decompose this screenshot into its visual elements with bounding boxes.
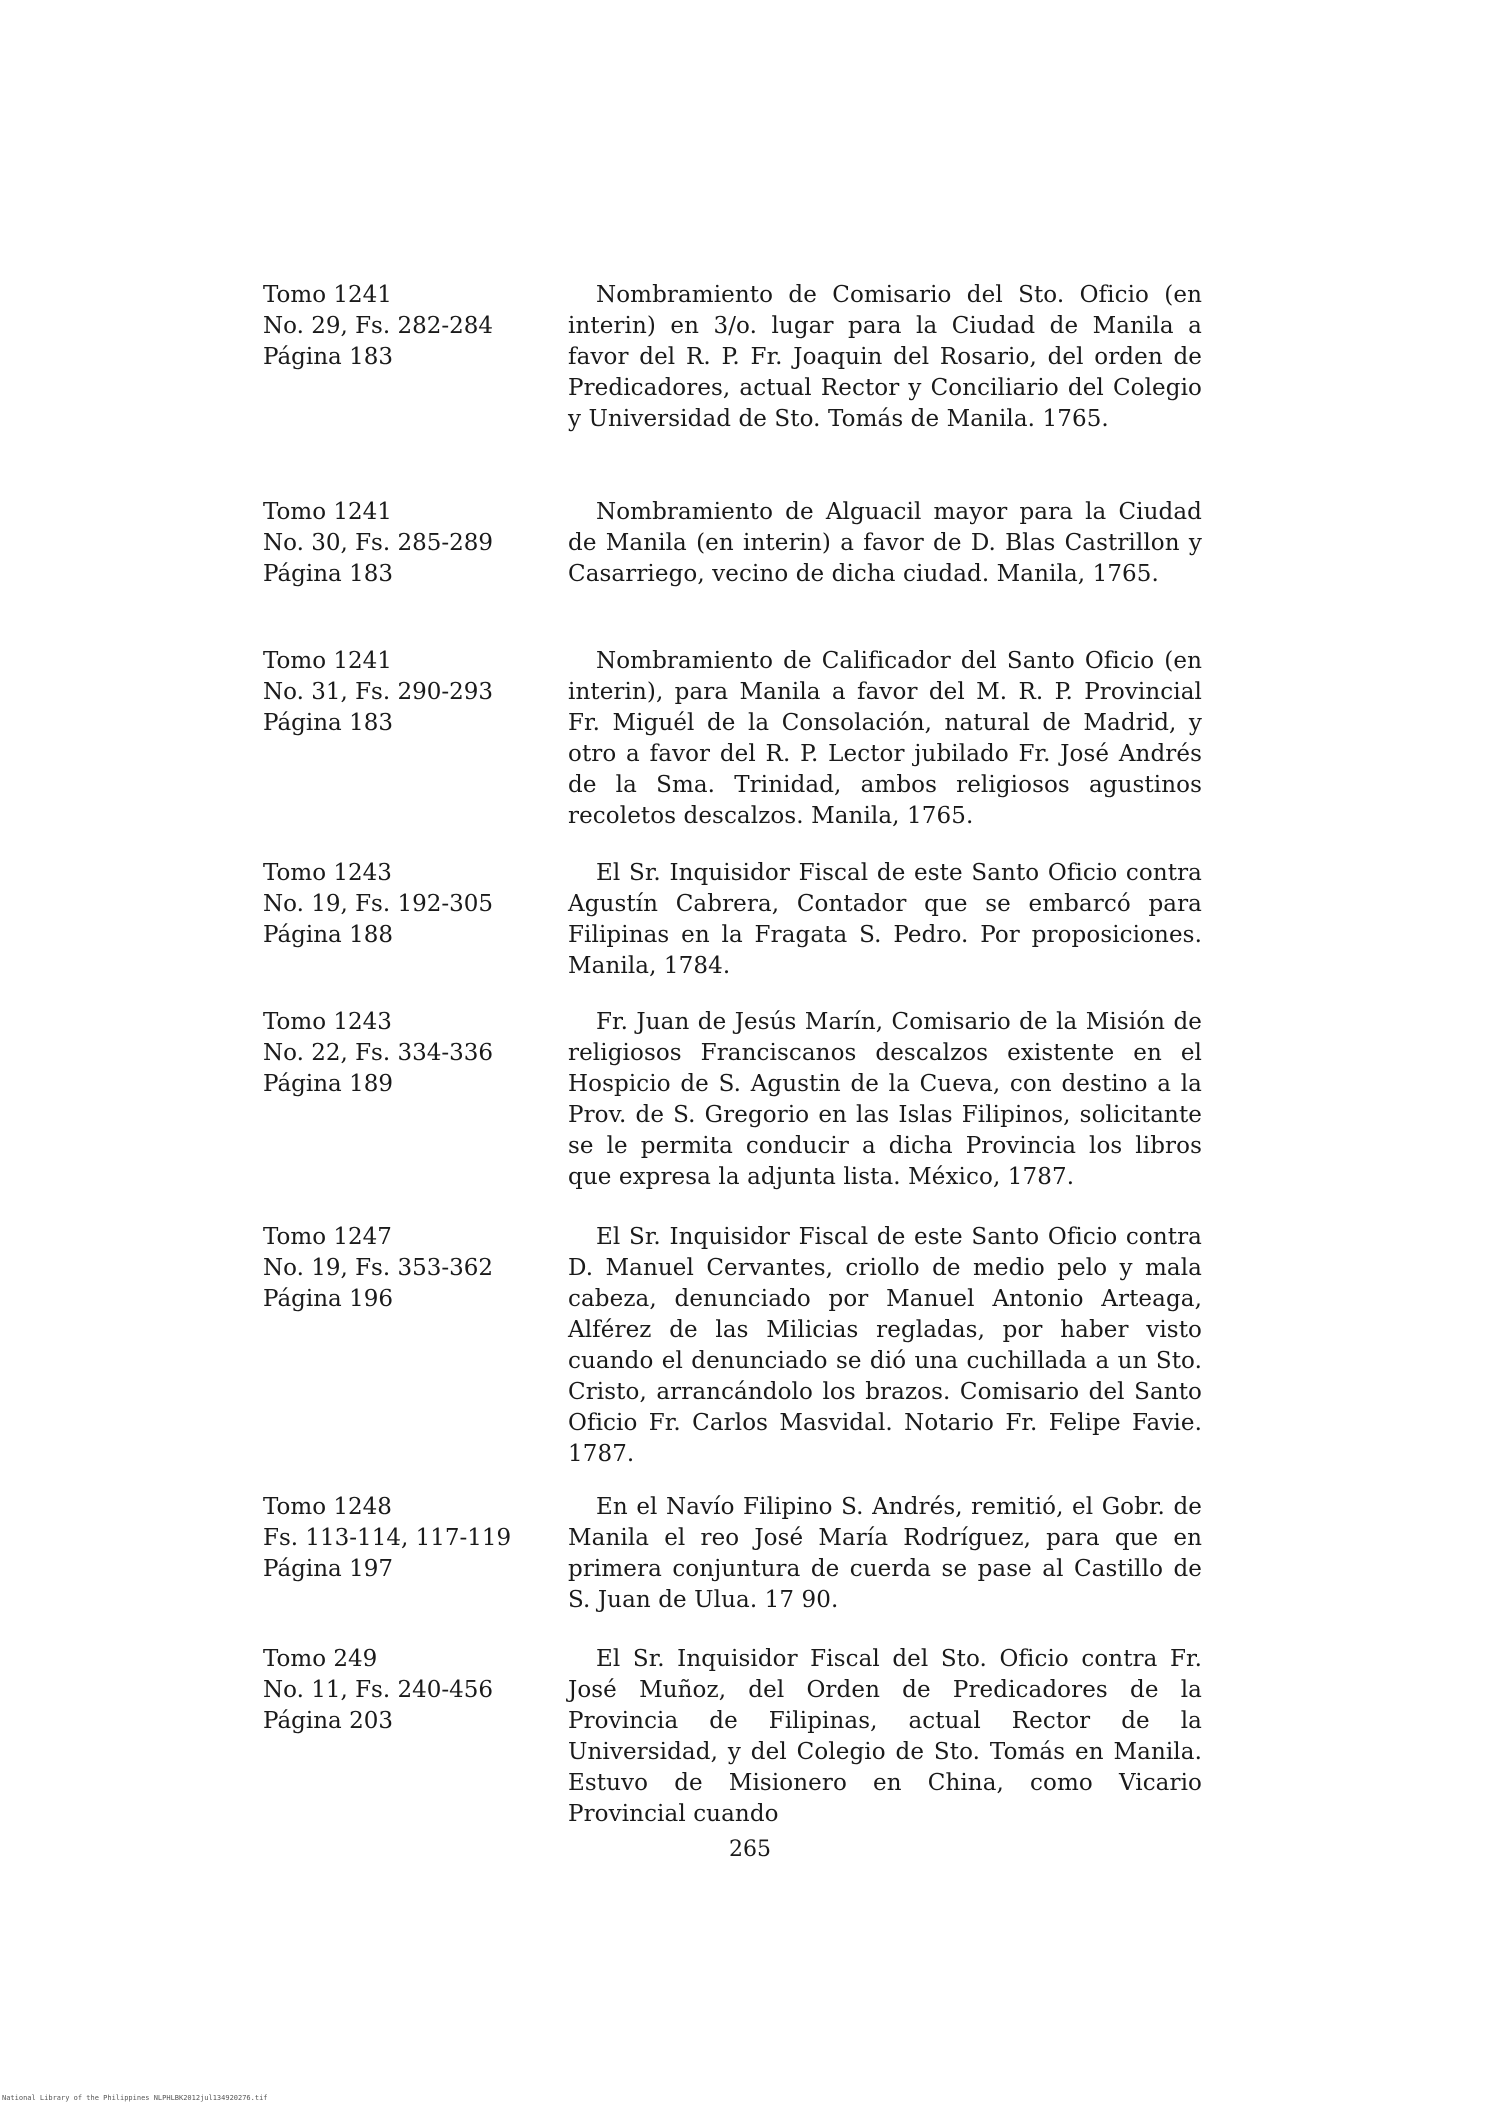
- entry-description: Nombramiento de Calificador del Santo Oficio (en interin), para Manila a favor del M. R. P. Provincial Fr. Miguél de la Consolación, natural de Madrid, y otro a favor del R. P. Lector jubilado Fr. José Andrés de la Sma. Trinidad, ambos religiosos agustinos recoletos descalzos. Manila, 1765.: [568, 648, 1202, 829]
- entry-reference: [263, 497, 553, 590]
- ref-pagina: Página 183: [263, 344, 393, 370]
- ref-tomo: Tomo 1241: [263, 282, 392, 308]
- ref-tomo: Tomo 1248: [263, 1494, 392, 1520]
- ref-folios: No. 11, Fs. 240-456: [263, 1677, 494, 1703]
- entry-reference: [263, 858, 553, 951]
- entry-description: El Sr. Inquisidor Fiscal del Sto. Oficio contra Fr. José Muñoz, del Orden de Predicadores de la Provincia de Filipinas, actual Rector de la Universidad, y del Colegio de Sto. Tomás en Manila. Estuvo de Misionero en China, como Vicario Provincial cuando: [568, 1646, 1202, 1827]
- ref-pagina: Página 183: [263, 561, 393, 587]
- entry-description: Fr. Juan de Jesús Marín, Comisario de la Misión de religiosos Franciscanos descalzos existente en el Hospicio de S. Agustin de la Cueva, con destino a la Prov. de S. Gregorio en las Islas Filipinos, solicitante se le permita conducir a dicha Provincia los libros que expresa la adjunta lista. México, 1787.: [568, 1009, 1202, 1190]
- entry-description: Nombramiento de Alguacil mayor para la Ciudad de Manila (en interin) a favor de D. Blas Castrillon y Casarriego, vecino de dicha ciudad. Manila, 1765.: [568, 499, 1202, 587]
- entry-reference: [263, 280, 553, 373]
- entry-description: En el Navío Filipino S. Andrés, remitió, el Gobr. de Manila el reo José María Rodríguez, para que en primera conjuntura de cuerda se pase al Castillo de S. Juan de Ulua. 17 90.: [568, 1494, 1202, 1613]
- ref-tomo: Tomo 1247: [263, 1224, 392, 1250]
- ref-pagina: Página 189: [263, 1071, 393, 1097]
- ref-tomo: Tomo 1243: [263, 1009, 392, 1035]
- entry-reference: [263, 646, 553, 739]
- ref-pagina: Página 197: [263, 1556, 393, 1582]
- page-number: 265: [729, 1837, 771, 1862]
- ref-pagina: Página 183: [263, 710, 393, 736]
- ref-pagina: Página 196: [263, 1286, 393, 1312]
- ref-pagina: Página 188: [263, 922, 393, 948]
- ref-folios: No. 30, Fs. 285-289: [263, 530, 494, 556]
- ref-folios: No. 29, Fs. 282-284: [263, 313, 494, 339]
- ref-tomo: Tomo 1241: [263, 499, 392, 525]
- entry-description: El Sr. Inquisidor Fiscal de este Santo Oficio contra Agustín Cabrera, Contador que se embarcó para Filipinas en la Fragata S. Pedro. Por proposiciones. Manila, 1784.: [568, 860, 1202, 979]
- entry-description: Nombramiento de Comisario del Sto. Oficio (en interin) en 3/o. lugar para la Ciudad de Manila a favor del R. P. Fr. Joaquin del Rosario, del orden de Predicadores, actual Rector y Conciliario del Colegio y Universidad de Sto. Tomás de Manila. 1765.: [568, 282, 1202, 432]
- ref-folios: Fs. 113-114, 117-119: [263, 1525, 512, 1551]
- ref-folios: No. 19, Fs. 192-305: [263, 891, 494, 917]
- entry-reference: [263, 1644, 553, 1737]
- entry-description: El Sr. Inquisidor Fiscal de este Santo Oficio contra D. Manuel Cervantes, criollo de medio pelo y mala cabeza, denunciado por Manuel Antonio Arteaga, Alférez de las Milicias regladas, por haber visto cuando el denunciado se dió una cuchillada a un Sto. Cristo, arrancándolo los brazos. Comisario del Santo Oficio Fr. Carlos Masvidal. Notario Fr. Felipe Favie. 1787.: [568, 1224, 1202, 1467]
- entry-reference: [263, 1492, 553, 1585]
- ref-pagina: Página 203: [263, 1708, 393, 1734]
- ref-folios: No. 19, Fs. 353-362: [263, 1255, 494, 1281]
- entry-reference: [263, 1222, 553, 1315]
- entry-reference: [263, 1007, 553, 1100]
- scan-footer: National Library of the Philippines NLPHLBK2012jul134920276.tif: [2, 2094, 268, 2102]
- ref-tomo: Tomo 1243: [263, 860, 392, 886]
- ref-tomo: Tomo 249: [263, 1646, 378, 1672]
- ref-folios: No. 31, Fs. 290-293: [263, 679, 494, 705]
- ref-folios: No. 22, Fs. 334-336: [263, 1040, 494, 1066]
- ref-tomo: Tomo 1241: [263, 648, 392, 674]
